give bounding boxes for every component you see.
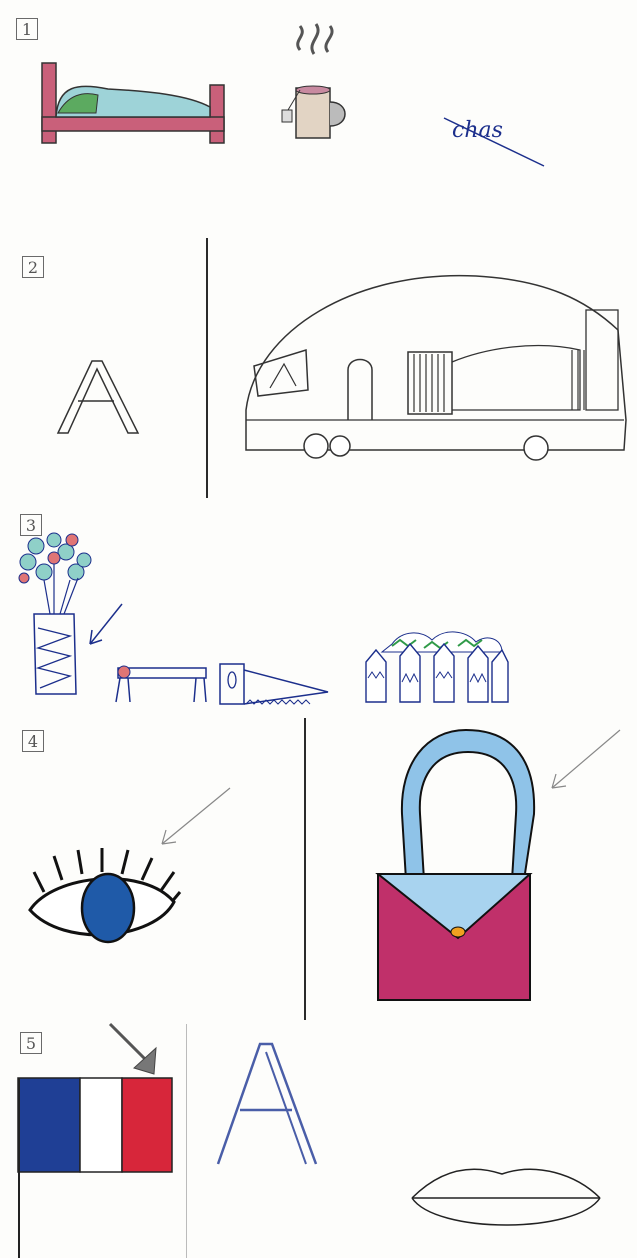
letter-a-drawing xyxy=(54,355,144,435)
section-2 xyxy=(0,230,637,500)
section-4 xyxy=(0,710,637,1020)
arrow-icon xyxy=(546,726,626,796)
eye-drawing xyxy=(24,844,184,954)
section-number: 4 xyxy=(22,730,44,752)
tea-mug-drawing xyxy=(278,30,358,150)
bench-drawing xyxy=(112,658,212,708)
section-1 xyxy=(0,0,637,230)
strike-line xyxy=(440,112,550,172)
bed-drawing xyxy=(38,55,238,155)
section-number: 5 xyxy=(20,1032,42,1054)
arrow-icon xyxy=(86,600,126,650)
section-number: 1 xyxy=(16,18,38,40)
section-number: 3 xyxy=(20,514,42,536)
section-number: 2 xyxy=(22,256,44,278)
lips-drawing xyxy=(406,1158,606,1238)
divider xyxy=(206,238,208,498)
divider xyxy=(304,718,306,1020)
letter-a-drawing xyxy=(212,1038,322,1168)
saw-drawing xyxy=(216,660,336,710)
handbag-drawing xyxy=(366,724,546,1014)
divider xyxy=(186,1024,187,1258)
handwritten-word: chas xyxy=(452,118,503,143)
section-3 xyxy=(0,500,637,710)
arrow-icon xyxy=(104,1022,164,1082)
fence-drawing xyxy=(362,626,512,706)
caravan-drawing xyxy=(236,270,626,470)
french-flag-drawing xyxy=(16,1074,176,1258)
section-5 xyxy=(0,1020,637,1258)
